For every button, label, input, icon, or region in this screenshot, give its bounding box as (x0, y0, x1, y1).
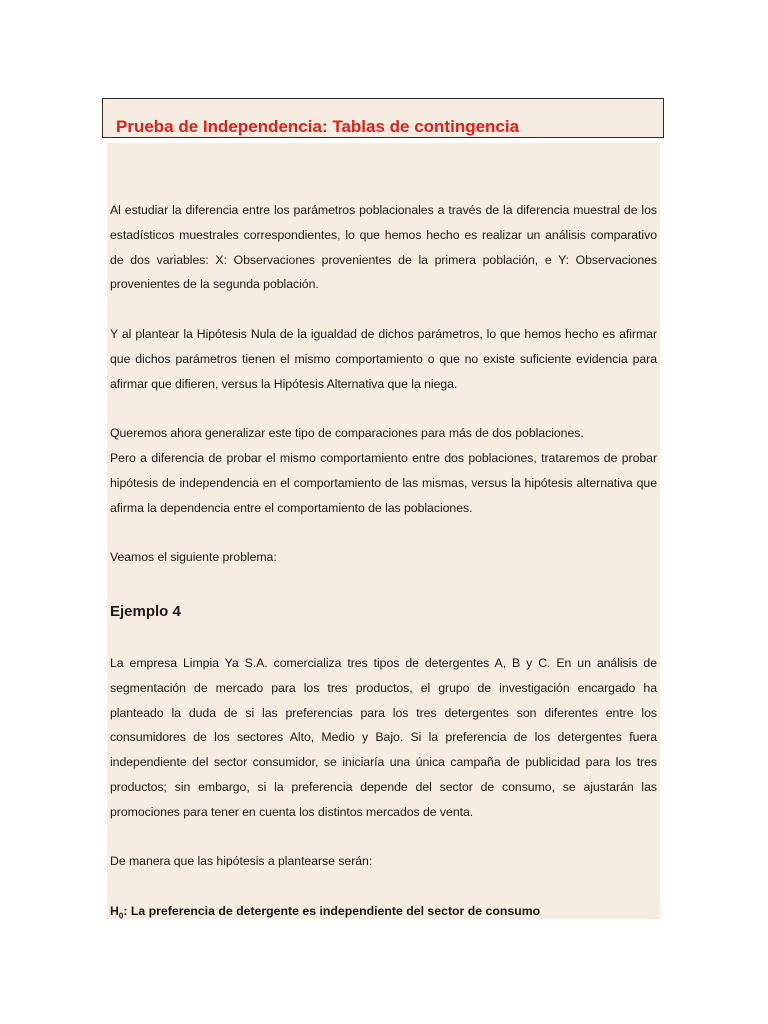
page-title: Prueba de Independencia: Tablas de contingencia (116, 117, 520, 136)
hypothesis-text: : La preferencia de detergente es independiente del sector de consumo (123, 904, 541, 918)
paragraph-intro: Al estudiar la diferencia entre los parámetros poblacionales a través de la diferencia muestral de los estadísticos muestrales correspondientes, lo que hemos hecho es realizar un análisis comparativo de dos variables: X: Observaciones provenientes de la primera población, e Y: Observaciones provenientes de la segunda población. (110, 203, 657, 292)
title-box (102, 98, 664, 138)
paragraph-example: La empresa Limpia Ya S.A. comercializa tres tipos de detergentes A, B y C. En un análisis de segmentación de mercado para los tres productos, el grupo de investigación encargado ha planteado la duda de si las preferencias para los tres detergentes son diferentes entre los consumidores de los sectores Alto, Medio y Bajo. Si la preferencia de los detergentes fuera independiente del sector consumidor, se iniciaría una única campaña de publicidad para los tres productos; sin embargo, si la preferencia depende del sector de consumo, se ajustarán las promociones para tener en cuenta los distintos mercados de venta. (110, 656, 657, 819)
paragraph-problem-intro: Veamos el siguiente problema: (110, 550, 277, 564)
paragraph-hypotheses-intro: De manera que las hipótesis a plantearse serán: (110, 854, 373, 868)
paragraph-generalize: Queremos ahora generalizar este tipo de comparaciones para más de dos poblaciones. (110, 426, 584, 440)
content-panel (107, 143, 660, 919)
example-heading: Ejemplo 4 (110, 603, 181, 620)
paragraph-null-hypothesis: Y al plantear la Hipótesis Nula de la igualdad de dichos parámetros, lo que hemos hecho es afirmar que dichos parámetros tienen el mismo comportamiento o que no existe suficiente evidencia para afirmar que difieren, versus la Hipótesis Alternativa que la niega. (110, 327, 657, 391)
paragraph-independence: Pero a diferencia de probar el mismo comportamiento entre dos poblaciones, trataremos de probar hipótesis de independencia en el comportamiento de las mismas, versus la hipótesis alternativa que afirma la dependencia entre el comportamiento de las poblaciones. (110, 451, 657, 515)
hypothesis-symbol: H (110, 904, 119, 918)
null-hypothesis (110, 904, 540, 920)
hypothesis-subscript: 0 (118, 911, 124, 921)
